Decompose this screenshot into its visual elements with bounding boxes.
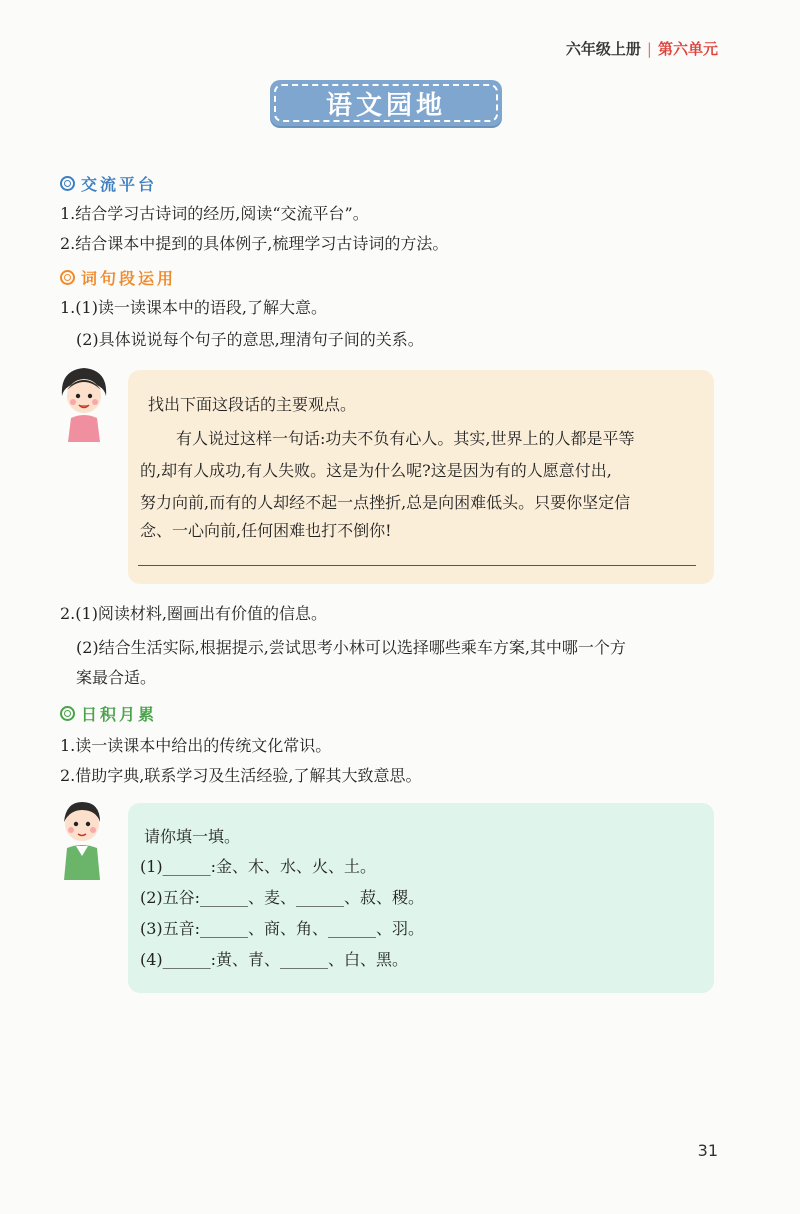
exercise-line: (2)具体说说每个句子的意思,理清句子间的关系。	[76, 330, 424, 349]
exercise-line: 案最合适。	[76, 668, 157, 687]
page-title-banner	[270, 80, 502, 126]
exercise-line: 1.读一读课本中给出的传统文化常识。	[60, 736, 332, 755]
exercise-line: 2.借助字典,联系学习及生活经验,了解其大致意思。	[60, 766, 422, 785]
exercise-line: 1.(1)读一读课本中的语段,了解大意。	[60, 298, 328, 317]
exercise-line: 2.(1)阅读材料,圈画出有价值的信息。	[60, 604, 328, 623]
page-title: 语文园地	[325, 90, 446, 121]
answer-line	[138, 565, 696, 566]
unit-label: 第六单元	[657, 40, 718, 58]
reading-paragraph-line: 努力向前,而有的人却经不起一点挫折,总是向困难低头。只要你坚定信	[140, 493, 631, 512]
page-header	[566, 38, 718, 59]
section-heading-words: 词句段运用	[60, 266, 176, 289]
boy-avatar-icon	[56, 796, 108, 880]
exercise-line: (2)结合生活实际,根据提示,尝试思考小林可以选择哪些乘车方案,其中哪一个方	[76, 638, 626, 657]
section-heading-exchange: 交流平台	[60, 172, 157, 195]
fill-in-line: (3)五音:______、商、角、______、羽。	[140, 919, 425, 938]
circle-bullet-icon	[60, 270, 75, 285]
exercise-line: 1.结合学习古诗词的经历,阅读“交流平台”。	[60, 204, 369, 223]
grade-label: 六年级上册	[565, 40, 641, 58]
reading-paragraph-line: 有人说过这样一句话:功夫不负有心人。其实,世界上的人都是平等	[176, 429, 635, 448]
fill-in-line: (1)______:金、木、水、火、土。	[140, 857, 377, 876]
header-separator: |	[646, 40, 652, 58]
reading-paragraph-line: 念、一心向前,任何困难也打不倒你!	[140, 521, 392, 540]
reading-paragraph-line: 的,却有人成功,有人失败。这是为什么呢?这是因为有的人愿意付出,	[140, 461, 612, 480]
circle-bullet-icon	[60, 176, 75, 191]
girl-avatar-icon	[54, 362, 114, 442]
section-heading-accumulate: 日积月累	[60, 702, 157, 725]
circle-bullet-icon	[60, 706, 75, 721]
reading-prompt: 找出下面这段话的主要观点。	[148, 395, 357, 414]
fill-in-line: (2)五谷:______、麦、______、菽、稷。	[140, 888, 425, 907]
fill-in-prompt: 请你填一填。	[144, 827, 241, 846]
fill-in-line: (4)______:黄、青、______、白、黑。	[140, 950, 409, 969]
exercise-line: 2.结合课本中提到的具体例子,梳理学习古诗词的方法。	[60, 234, 449, 253]
page-number: 31	[697, 1141, 718, 1160]
